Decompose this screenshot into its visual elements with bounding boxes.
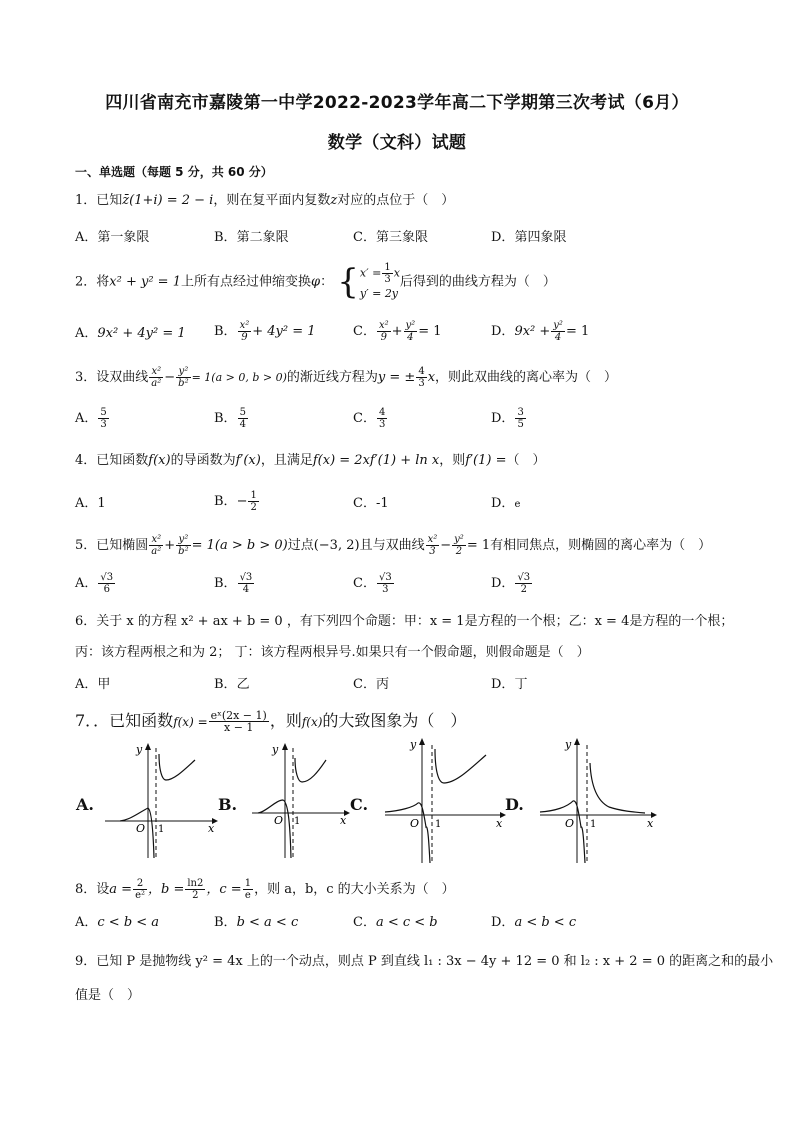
option-label: A． — [75, 230, 98, 245]
q7-prefix: 7．．已知函数 — [75, 711, 174, 730]
option-label: B． — [214, 677, 237, 692]
option-label: D． — [491, 324, 515, 339]
q6-option-b[interactable] — [214, 677, 250, 693]
q2-sys1-lhs: x′ = — [359, 266, 382, 280]
option-label: A． — [75, 411, 98, 426]
option-label: B． — [214, 324, 237, 339]
y-label: y — [410, 738, 417, 751]
option-text: -1 — [375, 496, 389, 511]
question-6-line1: 6．关于 x 的方程 x² + ax + b = 0 ，有下列四个命题：甲：x = 1是方程的一个根；乙：x = 4是方程的一个根； — [75, 614, 734, 629]
option-text: 9x² + 4y² = 1 — [97, 326, 186, 341]
question-7 — [75, 710, 466, 733]
option-frac — [238, 320, 252, 343]
y-label: y — [272, 743, 279, 756]
option-label: C． — [353, 677, 376, 692]
q1-option-a[interactable] — [75, 230, 149, 246]
q2-expr: x² + y² = 1 — [109, 274, 181, 290]
exam-subtitle: 数学（文科）试题 — [327, 133, 467, 153]
option-frac — [377, 320, 391, 343]
graph-a[interactable] — [100, 740, 220, 860]
frac-den: 2 — [520, 584, 527, 595]
option-text: 乙 — [236, 677, 250, 692]
frac-num: 1 — [384, 262, 391, 273]
one-label: 1 — [294, 816, 301, 827]
q6-option-d[interactable] — [491, 677, 527, 693]
graph-b[interactable] — [240, 740, 352, 860]
q2-option-a[interactable] — [75, 326, 186, 342]
frac-den: b² — [178, 546, 189, 557]
frac-num: y² — [553, 320, 563, 331]
q4-option-d[interactable] — [491, 496, 520, 513]
option-label: B． — [214, 411, 237, 426]
q4-middle3: ，则 — [439, 453, 466, 468]
option-lead: − — [236, 494, 248, 509]
q5-hfrac1 — [426, 534, 440, 557]
option-text: 第四象限 — [514, 230, 567, 245]
frac-den: 2 — [455, 546, 463, 557]
frac-den: 6 — [103, 584, 110, 595]
option-plus: + — [391, 324, 403, 339]
question-8 — [75, 878, 455, 901]
frac-num: 4 — [418, 366, 425, 377]
y-label: y — [565, 738, 572, 751]
frac-num: x² — [149, 534, 163, 546]
q1-suffix2: 对应的点位于（ ） — [337, 193, 455, 208]
option-rest: = 1 — [418, 324, 442, 339]
q6-option-a[interactable] — [75, 677, 110, 693]
one-label: 1 — [435, 819, 442, 830]
frac-num: eˣ(2x − 1) — [210, 709, 267, 722]
q7-suffix: 的大致图象为（ ） — [322, 711, 467, 730]
q2-suffix: 后得到的曲线方程为（ ） — [399, 274, 556, 290]
origin-label: O — [274, 814, 284, 827]
q3-middle: 的渐近线方程为 — [286, 370, 378, 385]
graph-d[interactable] — [535, 735, 665, 865]
q5-option-a[interactable] — [75, 572, 116, 595]
option-text: 丁 — [514, 677, 528, 692]
frac-num: y² — [176, 534, 190, 546]
option-frac — [377, 407, 387, 430]
option-label: C． — [353, 915, 376, 930]
option-frac — [515, 572, 532, 595]
curve-left — [385, 803, 430, 863]
option-label: A． — [75, 326, 98, 341]
option-frac — [238, 407, 248, 430]
q8-option-b[interactable] — [214, 915, 298, 931]
q5-middle: 过点 — [287, 538, 314, 553]
frac-den: b² — [178, 378, 189, 389]
q2-system-lines — [360, 262, 400, 302]
q3-option-a[interactable] — [75, 407, 110, 430]
q1-prefix: 1．已知 — [75, 193, 123, 208]
q2-option-b[interactable] — [214, 320, 316, 343]
q2-option-d[interactable] — [491, 320, 589, 343]
q2-colon: ： — [320, 274, 334, 290]
q8-suffix: ，则 a，b，c 的大小关系为（ ） — [254, 882, 455, 897]
option-text: a < c < b — [375, 915, 438, 930]
option-label: B． — [214, 915, 237, 930]
q5-hminus: − — [440, 538, 452, 553]
option-label: D． — [491, 576, 515, 591]
option-text: e — [514, 499, 521, 510]
q5-frac2 — [176, 534, 190, 557]
q2-option-c[interactable] — [353, 320, 441, 343]
x-label: x — [496, 817, 503, 830]
q5-option-d[interactable] — [491, 572, 533, 595]
q8-option-a[interactable] — [75, 915, 159, 931]
graph-d-label[interactable]: D. — [505, 795, 524, 814]
frac-num: x² — [239, 320, 250, 331]
question-2 — [75, 262, 556, 302]
q1-expr: z̄(1+i) = 2 − i — [122, 193, 214, 208]
option-label: D． — [491, 915, 515, 930]
option-frac-2 — [404, 320, 418, 343]
one-label: 1 — [590, 819, 597, 830]
q1-option-c[interactable] — [353, 230, 428, 246]
q3-suffix: ，则此双曲线的离心率为（ ） — [435, 370, 618, 385]
q1-option-d[interactable] — [491, 230, 566, 246]
q4-fpx: f′(x) — [235, 453, 261, 468]
q2-sys1-frac — [382, 262, 392, 285]
q7-frac — [209, 710, 269, 733]
frac-den: 3 — [429, 546, 436, 557]
q1-var: z — [330, 193, 338, 208]
q8-prefix: 8．设 — [75, 882, 110, 897]
q8-a-frac — [133, 878, 147, 901]
q5-plus: + — [164, 538, 176, 553]
option-text: b < a < c — [236, 915, 299, 930]
option-text: a < b < c — [514, 915, 577, 930]
option-label: A． — [75, 496, 98, 511]
question-1 — [75, 193, 454, 209]
option-label: B． — [214, 494, 237, 509]
q8-a-lhs: a = — [109, 882, 133, 897]
frac-den: 4 — [239, 419, 246, 430]
q3-option-b[interactable] — [214, 407, 249, 430]
frac-den: 3 — [418, 378, 425, 389]
frac-num: 1 — [244, 878, 252, 889]
option-frac — [551, 320, 565, 343]
frac-den: e² — [135, 890, 145, 901]
frac-num: x² — [149, 366, 163, 378]
frac-num: √3 — [517, 572, 531, 583]
q5-cond: = 1(a > b > 0) — [191, 538, 288, 553]
option-text: 第二象限 — [236, 230, 289, 245]
frac-num: 3 — [517, 407, 524, 418]
option-label: A． — [75, 677, 98, 692]
curve-right — [590, 763, 645, 813]
frac-num: √3 — [100, 572, 114, 583]
option-text: 第三象限 — [375, 230, 428, 245]
q4-prefix: 4．已知函数 — [75, 453, 149, 468]
question-3 — [75, 366, 617, 389]
frac-den: a² — [151, 546, 162, 557]
y-label: y — [136, 743, 143, 756]
q5-option-c[interactable] — [353, 572, 395, 595]
option-frac — [98, 572, 115, 595]
q1-suffix: ，则在复平面内复数 — [213, 193, 331, 208]
x-label: x — [208, 822, 215, 835]
frac-num: 5 — [239, 407, 246, 418]
graph-b-label[interactable]: B. — [218, 795, 238, 814]
option-frac — [515, 407, 525, 430]
graph-c[interactable] — [380, 735, 510, 865]
question-5 — [75, 534, 711, 557]
brace-icon: { — [337, 262, 359, 302]
x-label: x — [340, 814, 347, 827]
frac-den: a² — [151, 378, 162, 389]
q4-middle2: ，且满足 — [260, 453, 313, 468]
frac-num: 1 — [250, 490, 257, 501]
q3-cond: = 1(a > 0, b > 0) — [191, 371, 287, 384]
option-label: C． — [353, 230, 376, 245]
y-arrow-icon — [419, 738, 425, 745]
frac-num: ln2 — [187, 878, 204, 889]
frac-den: 2 — [250, 502, 257, 513]
section-heading: 一、单选题（每题 5 分，共 60 分） — [75, 165, 273, 179]
q8-b-lhs: ，b = — [148, 882, 185, 897]
frac-den: 3 — [378, 419, 386, 430]
option-frac — [377, 572, 394, 595]
q4-option-c[interactable] — [353, 496, 389, 512]
question-4 — [75, 453, 545, 469]
option-label: D． — [491, 677, 515, 692]
q5-heq: = 1 — [466, 538, 491, 553]
option-rest: = 1 — [565, 324, 590, 339]
question-9-line2: 值是（ ） — [75, 988, 141, 1003]
frac-den: 4 — [407, 332, 414, 343]
option-label: C． — [353, 324, 376, 339]
option-label: B． — [214, 230, 237, 245]
q3-minus: − — [164, 370, 176, 385]
option-label: B． — [214, 576, 237, 591]
q4-option-a[interactable] — [75, 496, 106, 512]
y-arrow-icon — [145, 743, 151, 750]
frac-num: 5 — [100, 407, 107, 418]
option-lead: 9x² + — [514, 324, 551, 339]
q1-option-b[interactable] — [214, 230, 289, 246]
option-label: D． — [491, 230, 515, 245]
one-label: 1 — [158, 824, 165, 835]
x-label: x — [647, 817, 654, 830]
q8-option-c[interactable] — [353, 915, 438, 931]
q6-option-c[interactable] — [353, 677, 389, 693]
origin-label: O — [565, 817, 575, 830]
frac-den: x − 1 — [224, 721, 254, 734]
curve-right — [295, 758, 326, 782]
q3-prefix: 3．设双曲线 — [75, 370, 149, 385]
q4-middle: 的导函数为 — [170, 453, 236, 468]
y-arrow-icon — [574, 738, 580, 745]
q7-fx2: f(x) — [301, 715, 323, 729]
frac-num: y² — [405, 320, 416, 331]
question-9-line1: 9．已知 P 是抛物线 y² = 4x 上的一个动点，则点 P 到直线 l₁ : 3x − 4y + 12 = 0 和 l₂ : x + 2 = 0 的距离之和的最小 — [75, 954, 774, 969]
option-label: C． — [353, 496, 376, 511]
q3-asym-var: x — [427, 370, 436, 385]
origin-label: O — [410, 817, 420, 830]
option-text: 丙 — [375, 677, 389, 692]
frac-num: y² — [176, 366, 190, 378]
q7-fx: f(x) = — [173, 715, 208, 729]
option-text: 甲 — [97, 677, 111, 692]
q3-asym-lhs: y = ± — [377, 370, 416, 385]
q8-c-frac — [243, 878, 253, 901]
q5-suffix: 有相同焦点，则椭圆的离心率为（ ） — [490, 538, 712, 553]
graph-a-label[interactable]: A. — [76, 795, 94, 814]
q4-option-b[interactable] — [214, 490, 260, 513]
frac-den: 9 — [380, 332, 387, 343]
option-label: C． — [353, 576, 376, 591]
frac-den: 2 — [192, 890, 199, 901]
option-frac — [238, 572, 255, 595]
q3-option-c[interactable] — [353, 407, 388, 430]
option-label: C． — [353, 411, 376, 426]
q8-b-frac — [185, 878, 205, 901]
q3-option-d[interactable] — [491, 407, 527, 430]
frac-num: x² — [378, 320, 389, 331]
frac-den: 9 — [241, 332, 248, 343]
q2-prefix: 2．将 — [75, 274, 110, 290]
q5-middle2: 且与双曲线 — [359, 538, 425, 553]
q5-option-b[interactable] — [214, 572, 255, 595]
y-arrow-icon — [282, 743, 288, 750]
frac-den: 3 — [382, 584, 389, 595]
q3-asym-frac — [416, 366, 426, 389]
option-text: 第一象限 — [97, 230, 150, 245]
q5-prefix: 5．已知椭圆 — [75, 538, 149, 553]
exam-title: 四川省南充市嘉陵第一中学2022-2023学年高二下学期第三次考试（6月） — [105, 93, 689, 113]
option-label: A． — [75, 576, 98, 591]
curve-right — [435, 749, 486, 783]
q2-middle: 上所有点经过伸缩变换 — [180, 274, 311, 290]
frac-num: x² — [427, 534, 438, 545]
option-text: c < b < a — [97, 915, 160, 930]
option-label: D． — [491, 411, 515, 426]
frac-den: 5 — [517, 419, 524, 430]
frac-num: 2 — [133, 878, 147, 890]
q3-frac2 — [176, 366, 190, 389]
graph-c-label[interactable]: C. — [350, 795, 369, 814]
q2-transform-system — [337, 262, 400, 302]
q4-eq: f(x) = 2xf′(1) + ln x — [312, 453, 440, 468]
question-6-line2: 丙：该方程两根之和为 2； 丁：该方程两根异号.如果只有一个假命题，则假命题是（ ） — [75, 645, 590, 660]
q4-suffix: （ ） — [506, 453, 546, 468]
frac-den: 3 — [100, 419, 107, 430]
q4-fx: f(x) — [148, 453, 171, 468]
option-text: 1 — [97, 496, 106, 511]
option-rest: + 4y² = 1 — [252, 324, 316, 339]
frac-num: √3 — [239, 572, 253, 583]
frac-den: 4 — [554, 332, 562, 343]
option-label: A． — [75, 915, 98, 930]
q8-c-lhs: ，c = — [206, 882, 242, 897]
q4-fp1: f′(1) = — [465, 453, 507, 468]
q2-system-line2: y′ = 2y — [359, 287, 399, 300]
origin-label: O — [136, 822, 146, 835]
q8-option-d[interactable] — [491, 915, 576, 931]
q2-system-line1 — [360, 262, 400, 285]
frac-den: 3 — [384, 274, 391, 285]
option-label: D． — [491, 496, 515, 511]
frac-den: 4 — [242, 584, 250, 595]
q5-frac1 — [149, 534, 163, 557]
option-frac — [98, 407, 108, 430]
q3-frac1 — [149, 366, 163, 389]
curve-right — [159, 754, 195, 780]
frac-num: 4 — [378, 407, 386, 418]
curve-left — [258, 800, 291, 858]
option-frac — [248, 490, 258, 513]
frac-num: y² — [454, 534, 464, 545]
q5-point: (−3, 2) — [313, 538, 360, 553]
frac-den: e — [244, 890, 251, 901]
q2-phi: φ — [310, 274, 321, 290]
q2-sys1-var: x — [393, 266, 400, 280]
q7-middle: ，则 — [269, 711, 302, 730]
frac-num: √3 — [378, 572, 392, 583]
curve-left — [540, 801, 585, 863]
q5-hfrac2 — [452, 534, 466, 557]
